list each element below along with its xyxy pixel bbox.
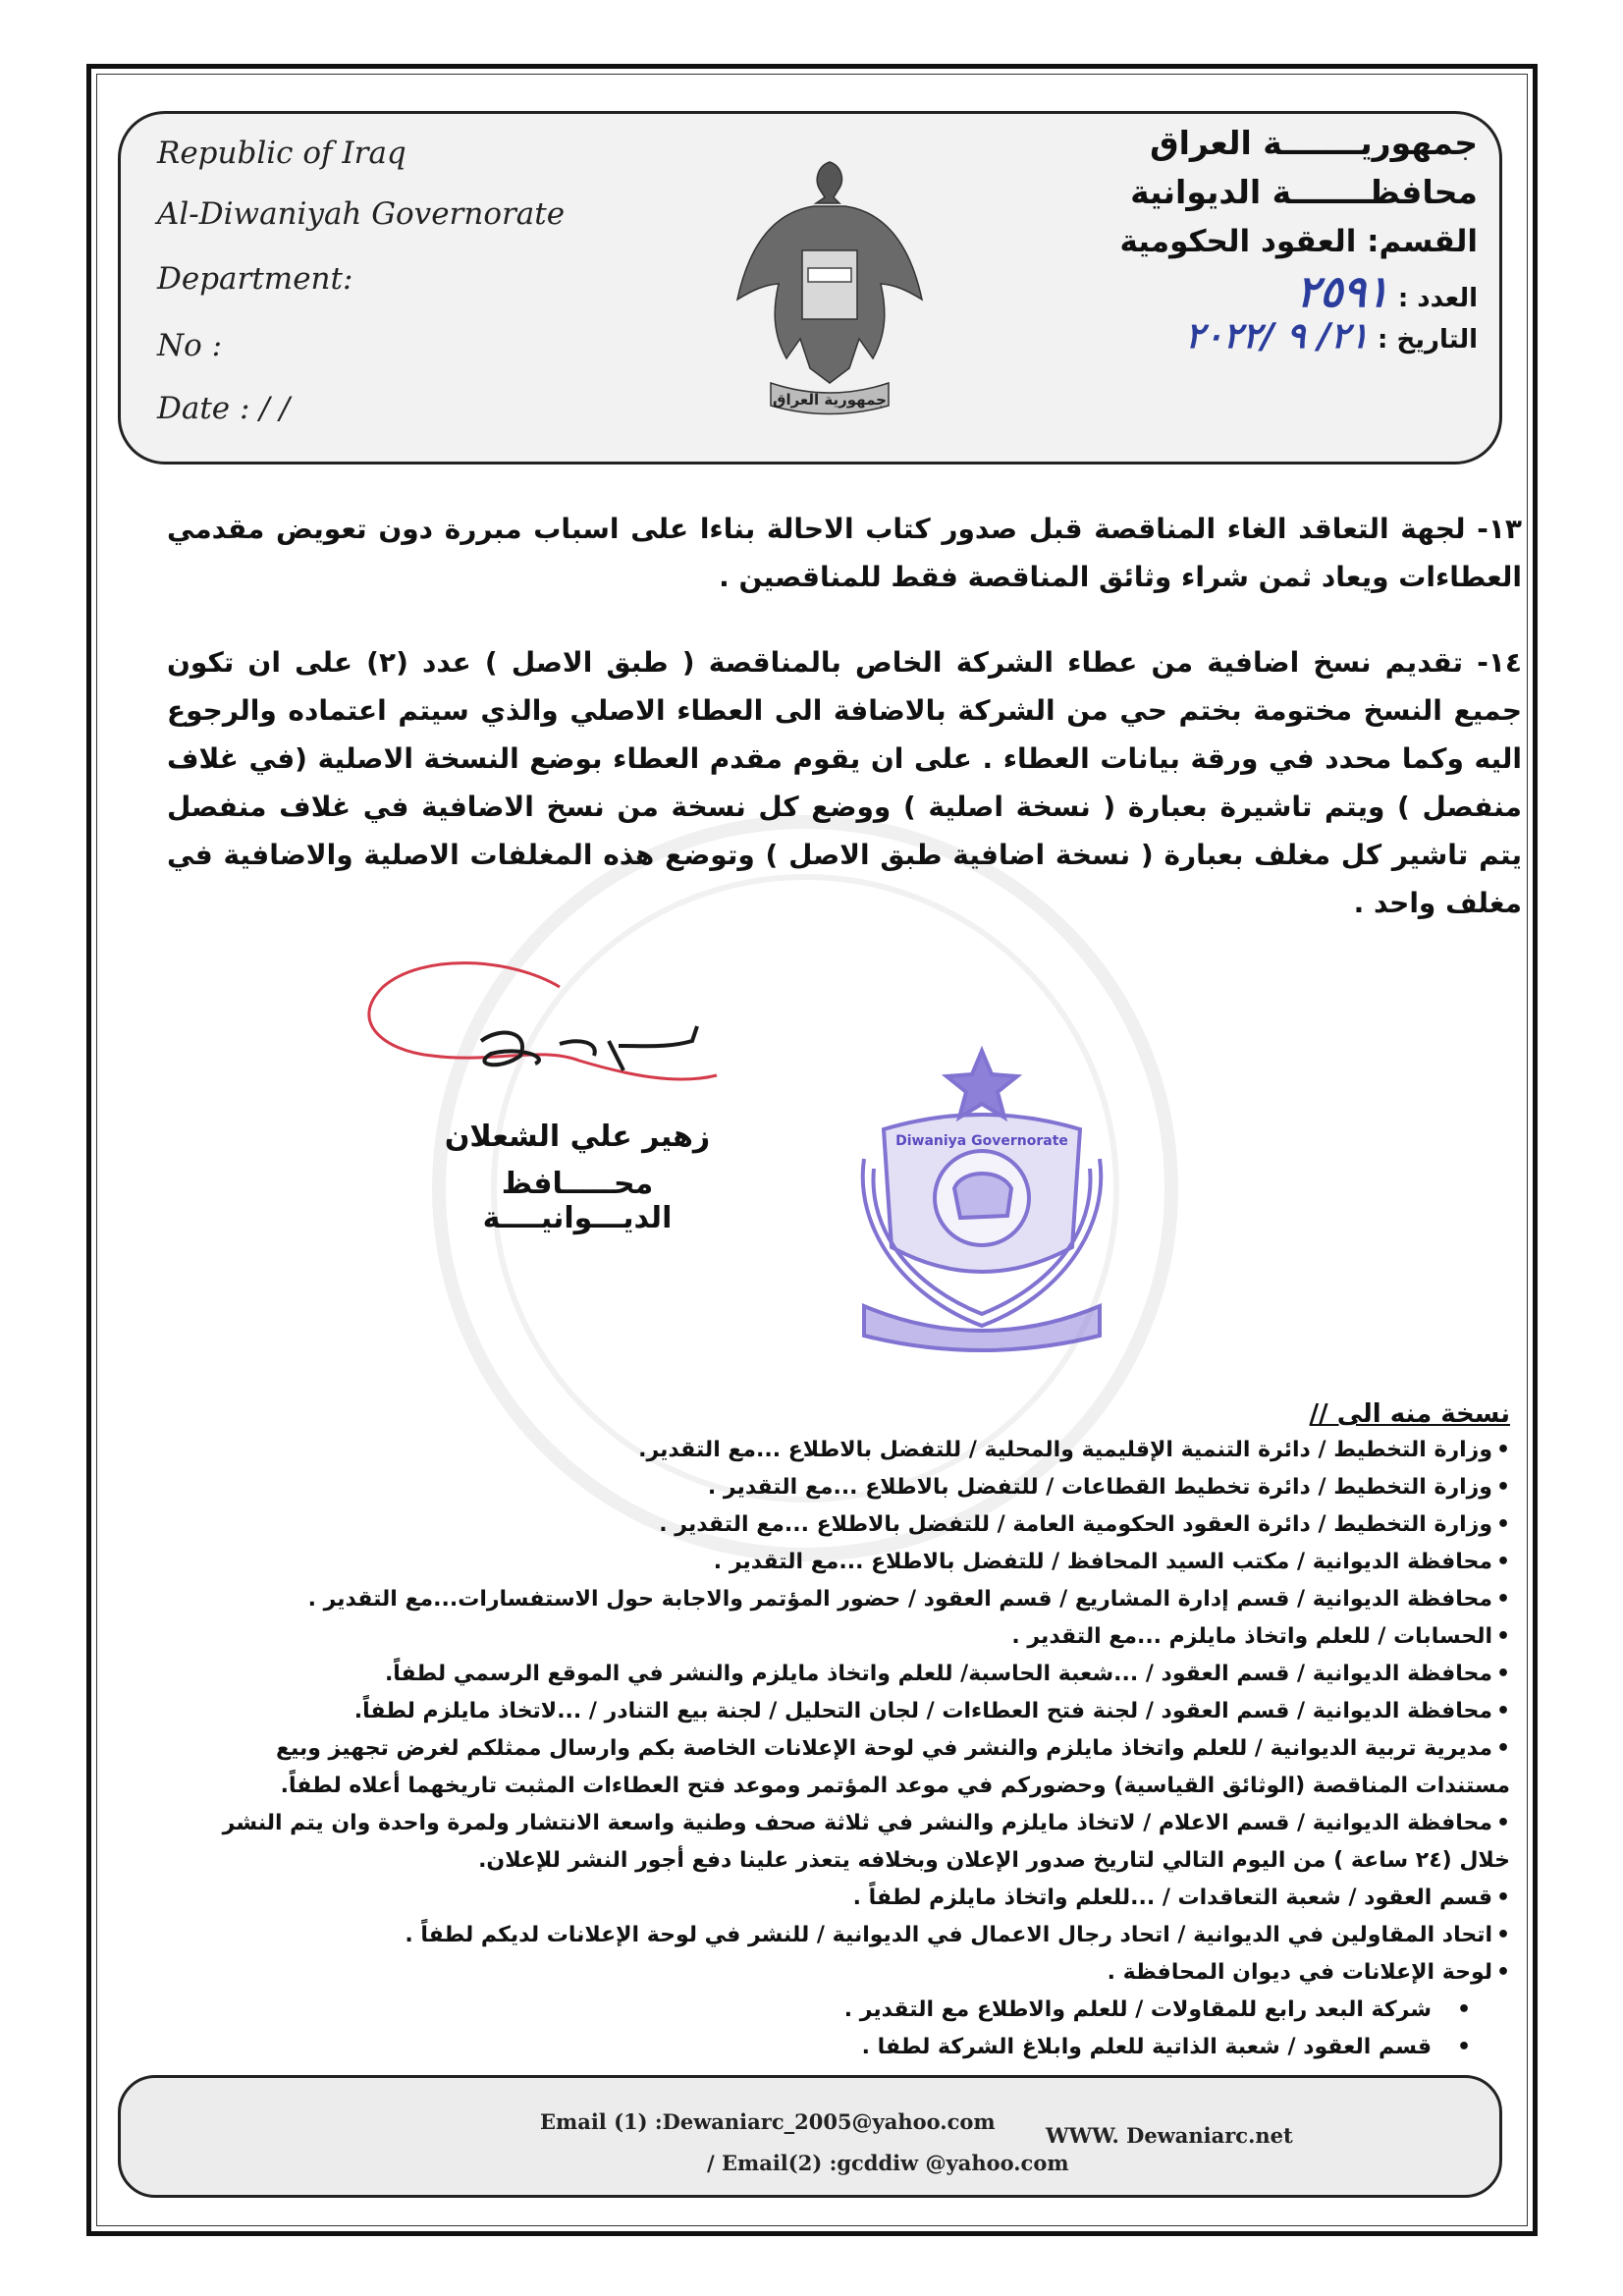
- list-item: • شركة البعد رابع للمقاولات / للعلم والاطلاع مع التقدير .: [177, 1992, 1510, 2029]
- en-department: Department:: [157, 261, 353, 297]
- signatory-title: محـــــافظ الديـــوانيــــة: [482, 1167, 673, 1235]
- list-item: • وزارة التخطيط / دائرة التنمية الإقليمية والمحلية / للتفضل بالاطلاع ...مع التقدير.: [177, 1432, 1510, 1469]
- en-date: Date : / /: [157, 391, 291, 426]
- clause-13: ١٣- لجهة التعاقد الغاء المناقصة قبل صدور كتاب الاحالة بناءا على اسباب مبررة دون تعويض مقدمي العطاءات ويعاد ثمن شراء وثائق المناقصة فقط للمناقصين .: [167, 513, 1522, 593]
- list-item: • وزارة التخطيط / دائرة تخطيط القطاعات / للتفضل بالاطلاع ...مع التقدير .: [177, 1469, 1510, 1506]
- list-item-continuation: مستندات المناقصة (الوثائق القياسية) وحضوركم في موعد المؤتمر وموعد فتح العطاءات المثبت تاريخهما أعلاه لطفاً.: [280, 1774, 1510, 1798]
- signatory-name: زهير علي الشعلان: [444, 1120, 711, 1154]
- ar-date-row: [1185, 316, 1478, 356]
- list-item-continuation: خلال (٢٤ ساعة ) من اليوم التالي لتاريخ صدور الإعلان وبخلافه يتعذر علينا دفع أجور النشر للإعلان.: [478, 1848, 1510, 1873]
- seal-text: Diwaniya Governorate: [895, 1133, 1068, 1149]
- list-item: • مديرية تربية الديوانية / للعلم واتخاذ مايلزم والنشر في لوحة الإعلانات الخاصة بكم وارسال ممثلكم لغرض تجهيز وبيع: [177, 1730, 1510, 1768]
- footer-website[interactable]: WWW. Dewaniarc.net: [1046, 2123, 1293, 2148]
- list-item: • محافظة الديوانية / قسم العقود / لجنة فتح العطاءات / لجان التحليل / لجنة بيع التنادر / ...لاتخاذ مايلزم لطفاً.: [177, 1693, 1510, 1730]
- ar-department: القسم: العقود الحكومية: [1119, 224, 1478, 259]
- list-item: • محافظة الديوانية / قسم إدارة المشاريع / قسم العقود / حضور المؤتمر والاجابة حول الاستفسارات...مع التقدير .: [177, 1581, 1510, 1618]
- signature-icon: [353, 948, 727, 1115]
- footer-email-1[interactable]: Email (1) :Dewaniarc_2005@yahoo.com: [540, 2109, 996, 2134]
- list-item: • قسم العقود / شعبة الذاتية للعلم وابلاغ الشركة لطفا .: [177, 2029, 1510, 2066]
- en-republic: Republic of Iraq: [157, 136, 406, 171]
- clause-14: ١٤- تقديم نسخ اضافية من عطاء الشركة الخاص بالمناقصة ( طبق الاصل ) عدد (٢) على ان تكون جميع النسخ مختومة بختم حي من الشركة بالاضافة الى العطاء الاصلي والذي سيتم اعتماده والرجوع اليه وكما محدد في ورقة بيانات العطاء . على ان يقوم مقدم العطاء بوضع النسخة الاصلية (في غلاف منفصل ) ويتم تاشيرة بعبارة ( نسخة اصلية ) ووضع كل نسخة من نسخ الاضافية في غلاف منفصل يتم تاشير كل مغلف بعبارة ( نسخة اضافية طبق الاصل ) وتوضع هذه المغلفات الاصلية والاضافية في مغلف واحد .: [167, 646, 1523, 919]
- ar-number-label: العدد :: [1397, 284, 1478, 313]
- copies-heading: نسخة منه الى //: [1309, 1399, 1510, 1429]
- ar-number-value: ٢٥٩١: [1296, 267, 1389, 317]
- ar-governorate: محافظـــــــة الديوانية: [1130, 173, 1478, 211]
- eagle-emblem-icon: [731, 152, 928, 417]
- list-item: • الحسابات / للعلم واتخاذ مايلزم ...مع التقدير .: [177, 1618, 1510, 1656]
- ar-republic: جمهوريـــــــة العراق: [1150, 124, 1478, 162]
- footer-email-2[interactable]: / Email(2) :gcddiw @yahoo.com: [707, 2151, 1069, 2175]
- ar-number-row: [1296, 267, 1478, 317]
- ar-date-label: التاريخ :: [1378, 325, 1478, 355]
- list-item: • قسم العقود / شعبة التعاقدات / ...للعلم واتخاذ مايلزم لطفاً .: [177, 1880, 1510, 1917]
- list-item: • محافظة الديوانية / قسم العقود / ...شعبة الحاسبة/ للعلم واتخاذ مايلزم والنشر في الموقع الرسمي لطفاً.: [177, 1656, 1510, 1693]
- list-item: • محافظة الديوانية / مكتب السيد المحافظ / للتفضل بالاطلاع ...مع التقدير .: [177, 1544, 1510, 1581]
- ar-date-value: ٢١/ ٩ /٢٠٢٢: [1185, 316, 1369, 356]
- list-item: • لوحة الإعلانات في ديوان المحافظة .: [177, 1954, 1510, 1992]
- governorate-seal-icon: [844, 1041, 1119, 1365]
- copies-list: [177, 1432, 1510, 2066]
- footer-box: [118, 2075, 1502, 2198]
- list-item: • اتحاد المقاولين في الديوانية / اتحاد رجال الاعمال في الديوانية / للنشر في لوحة الإعلانات لديكم لطفاً .: [177, 1917, 1510, 1954]
- en-governorate: Al-Diwaniyah Governorate: [157, 196, 566, 232]
- emblem-caption: جمهورية العراق: [773, 391, 887, 409]
- en-number: No :: [157, 328, 223, 363]
- list-item: • وزارة التخطيط / دائرة العقود الحكومية العامة / للتفضل بالاطلاع ...مع التقدير .: [177, 1506, 1510, 1544]
- list-item: • محافظة الديوانية / قسم الاعلام / لاتخاذ مايلزم والنشر في ثلاثة صحف وطنية واسعة الانتشار ولمرة واحدة وان يتم النشر: [177, 1805, 1510, 1842]
